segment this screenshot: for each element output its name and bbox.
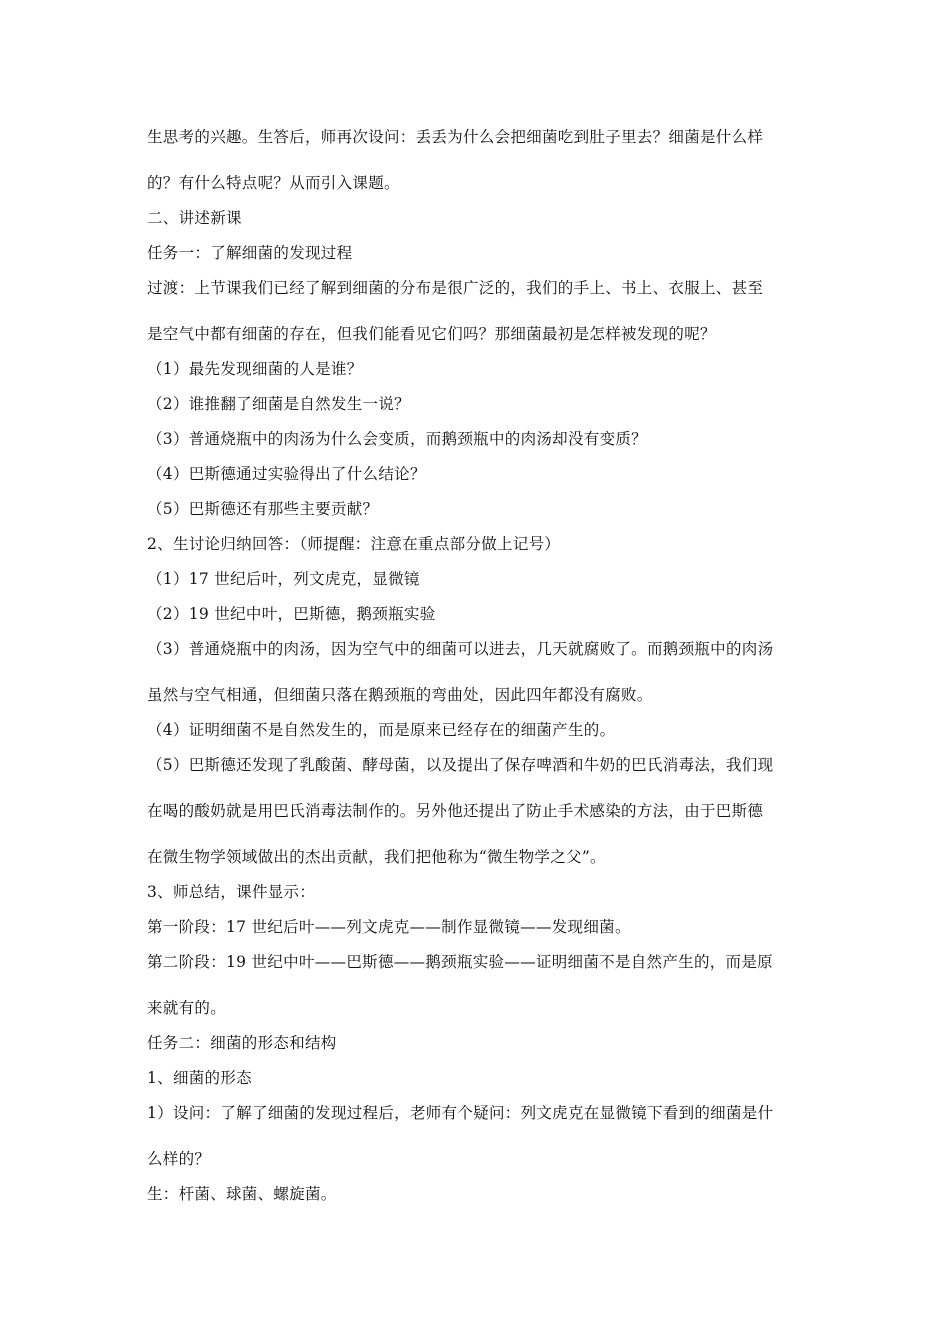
text-line: 生：杆菌、球菌、螺旋菌。 [147, 1185, 337, 1203]
text-line: （1）最先发现细菌的人是谁？ [147, 360, 363, 378]
text-line: 第二阶段：19 世纪中叶——巴斯德——鹅颈瓶实验——证明细菌不是自然产生的，而是原 [147, 953, 773, 971]
text-line: 生思考的兴趣。生答后，师再次设问：丢丢为什么会把细菌吃到肚子里去？细菌是什么样 [147, 128, 764, 146]
text-line: 的？有什么特点呢？从而引入课题。 [147, 174, 400, 192]
text-line: 在微生物学领域做出的杰出贡献，我们把他称为“微生物学之父”。 [147, 848, 606, 866]
text-line: 是空气中都有细菌的存在，但我们能看见它们吗？那细菌最初是怎样被发现的呢？ [147, 325, 716, 343]
text-line: （2）19 世纪中叶，巴斯德，鹅颈瓶实验 [147, 605, 436, 623]
text-line: 任务二：细菌的形态和结构 [147, 1034, 337, 1052]
text-line: （4）巴斯德通过实验得出了什么结论？ [147, 465, 426, 483]
text-line: 来就有的。 [147, 999, 227, 1017]
text-line: （3）普通烧瓶中的肉汤，因为空气中的细菌可以进去，几天就腐败了。而鹅颈瓶中的肉汤 [147, 640, 774, 658]
text-line: 么样的？ [147, 1150, 211, 1168]
text-line: 1）设问：了解了细菌的发现过程后，老师有个疑问：列文虎克在显微镜下看到的细菌是什 [147, 1104, 774, 1122]
text-line: 虽然与空气相通，但细菌只落在鹅颈瓶的弯曲处，因此四年都没有腐败。 [147, 686, 653, 704]
text-line: 过渡：上节课我们已经了解到细菌的分布是很广泛的，我们的手上、书上、衣服上、甚至 [147, 279, 764, 297]
text-line: 在喝的酸奶就是用巴氏消毒法制作的。另外他还提出了防止手术感染的方法，由于巴斯德 [147, 802, 764, 820]
text-line: （2）谁推翻了细菌是自然发生一说？ [147, 395, 410, 413]
text-line: （5）巴斯德还有那些主要贡献？ [147, 500, 379, 518]
text-line: 1、细菌的形态 [147, 1069, 252, 1087]
text-line: （4）证明细菌不是自然发生的，而是原来已经存在的细菌产生的。 [147, 721, 616, 739]
text-line: （1）17 世纪后叶，列文虎克，显微镜 [147, 570, 420, 588]
text-line: （5）巴斯德还发现了乳酸菌、酵母菌，以及提出了保存啤酒和牛奶的巴氏消毒法，我们现 [147, 756, 774, 774]
document-body [147, 122, 807, 1214]
text-line: （3）普通烧瓶中的肉汤为什么会变质，而鹅颈瓶中的肉汤却没有变质？ [147, 430, 647, 448]
text-line: 第一阶段：17 世纪后叶——列文虎克——制作显微镜——发现细菌。 [147, 918, 631, 936]
text-line: 任务一：了解细菌的发现过程 [147, 244, 353, 262]
text-line: 3、师总结，课件显示： [147, 883, 316, 901]
text-line: 2、生讨论归纳回答：（师提醒：注意在重点部分做上记号） [147, 535, 561, 553]
text-line: 二、讲述新课 [147, 209, 242, 227]
